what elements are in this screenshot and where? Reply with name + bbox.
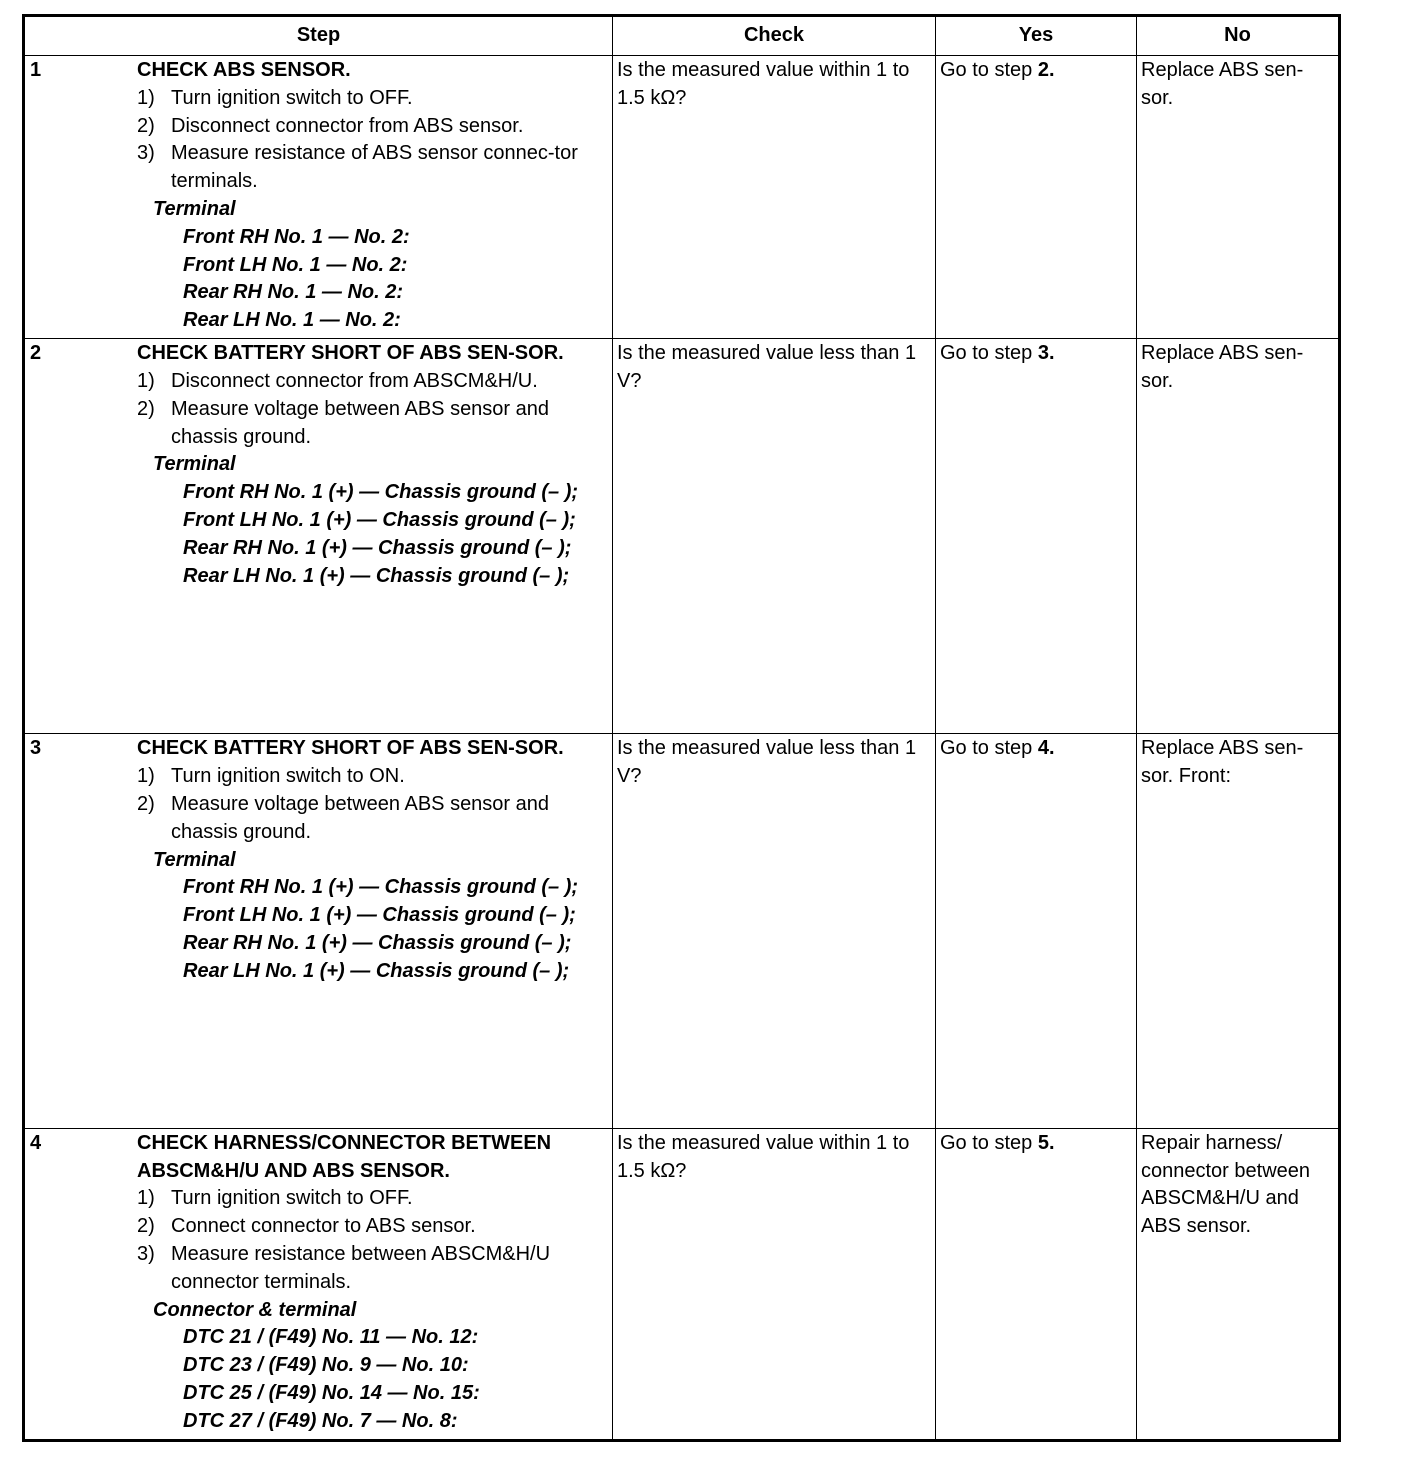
instruction-number: 2) — [137, 1215, 155, 1238]
instruction-text: Measure resistance between ABSCM&H/U connector terminals. — [171, 1242, 551, 1293]
header-step: Step — [24, 16, 613, 56]
instruction — [137, 396, 610, 452]
no-cell — [1137, 56, 1340, 339]
step-number: 1 — [30, 59, 42, 81]
step-number: 2 — [30, 342, 42, 365]
terminal-line: Rear RH No. 1 — No. 2: — [183, 281, 404, 304]
check-cell — [613, 56, 936, 339]
header-check: Check — [613, 16, 936, 56]
instruction-text: Measure voltage between ABS sensor and chassis ground. — [171, 397, 550, 448]
header-row — [24, 16, 1340, 56]
step-title: CHECK HARNESS/CONNECTOR BETWEEN ABSCM&H/U AND ABS SENSOR. — [137, 1131, 552, 1182]
terminal-line: Rear RH No. 1 (+) — Chassis ground (– ); — [183, 932, 572, 955]
instruction-number: 1) — [137, 765, 155, 788]
yes-step-ref: 5. — [1037, 1131, 1055, 1154]
instruction-number: 2) — [137, 114, 155, 137]
instruction-text: Turn ignition switch to ON. — [171, 765, 405, 788]
yes-cell — [936, 734, 1137, 1128]
instruction-text: Connect connector to ABS sensor. — [171, 1215, 476, 1238]
terminal-line: DTC 27 / (F49) No. 7 — No. 8: — [183, 1409, 458, 1432]
instruction — [137, 1213, 610, 1241]
step-cell — [24, 1128, 613, 1440]
no-text: Replace ABS sen-sor. — [1141, 59, 1304, 109]
check-cell — [613, 734, 936, 1128]
terminal-label: Connector & terminal — [153, 1298, 357, 1321]
diagnostic-table — [22, 14, 1341, 1442]
yes-prefix: Go to step — [940, 59, 1038, 81]
instruction — [137, 368, 610, 396]
check-text: Is the measured value less than 1 V? — [617, 737, 917, 788]
yes-cell — [936, 1128, 1137, 1440]
instruction-number: 2) — [137, 397, 155, 420]
yes-cell — [936, 56, 1137, 339]
instruction — [137, 113, 610, 141]
no-cell — [1137, 339, 1340, 734]
instruction — [137, 1185, 610, 1213]
step-cell — [24, 339, 613, 734]
instruction — [137, 140, 610, 196]
instruction-number: 1) — [137, 1187, 155, 1210]
no-cell — [1137, 734, 1340, 1128]
terminal-line: Front RH No. 1 (+) — Chassis ground (– ); — [183, 481, 579, 504]
yes-prefix: Go to step — [940, 1131, 1038, 1154]
terminal-label: Terminal — [153, 453, 236, 476]
terminal-line: Rear RH No. 1 (+) — Chassis ground (– ); — [183, 536, 572, 559]
yes-cell — [936, 339, 1137, 734]
terminal-line: DTC 23 / (F49) No. 9 — No. 10: — [183, 1354, 469, 1377]
no-text: Repair harness/ connector between ABSCM&H/U and ABS sensor. — [1141, 1131, 1311, 1238]
table-row — [24, 56, 1340, 339]
terminal-line: Rear LH No. 1 (+) — Chassis ground (– ); — [183, 959, 570, 982]
terminal-line: Rear LH No. 1 (+) — Chassis ground (– ); — [183, 564, 570, 587]
terminal-line: Front RH No. 1 (+) — Chassis ground (– ); — [183, 876, 579, 899]
check-cell — [613, 1128, 936, 1440]
terminal-line: Front LH No. 1 — No. 2: — [183, 253, 408, 276]
instruction-number: 3) — [137, 1242, 155, 1265]
terminal-label: Terminal — [153, 197, 236, 220]
terminal-line: Rear LH No. 1 — No. 2: — [183, 309, 401, 332]
yes-step-ref: 4. — [1037, 737, 1055, 760]
terminal-line: Front LH No. 1 (+) — Chassis ground (– ); — [183, 508, 576, 531]
terminal-label: Terminal — [153, 848, 236, 871]
terminal-line: Front LH No. 1 (+) — Chassis ground (– ); — [183, 904, 576, 927]
table-row — [24, 734, 1340, 1128]
yes-step-ref: 3. — [1037, 342, 1055, 365]
step-cell — [24, 56, 613, 339]
instruction-number: 1) — [137, 86, 155, 109]
check-text: Is the measured value within 1 to 1.5 kΩ? — [617, 59, 910, 109]
instruction — [137, 791, 610, 847]
instruction-text: Turn ignition switch to OFF. — [171, 1187, 413, 1210]
step-title: CHECK BATTERY SHORT OF ABS SEN-SOR. — [137, 737, 564, 760]
terminal-line: DTC 25 / (F49) No. 14 — No. 15: — [183, 1381, 480, 1404]
table-row — [24, 1128, 1340, 1440]
terminal-line: DTC 21 / (F49) No. 11 — No. 12: — [183, 1326, 479, 1349]
yes-step-ref: 2. — [1037, 59, 1055, 81]
instruction-text: Disconnect connector from ABSCM&H/U. — [171, 370, 538, 392]
table-row — [24, 339, 1340, 734]
terminal-line: Front RH No. 1 — No. 2: — [183, 225, 410, 248]
instruction-number: 1) — [137, 370, 155, 392]
instruction — [137, 85, 610, 113]
step-number: 3 — [30, 737, 42, 760]
yes-prefix: Go to step — [940, 737, 1038, 760]
check-cell — [613, 339, 936, 734]
no-text: Replace ABS sen-sor. Front: — [1141, 737, 1304, 788]
step-number: 4 — [30, 1131, 42, 1154]
instruction-number: 3) — [137, 142, 155, 165]
instruction-text: Disconnect connector from ABS sensor. — [171, 114, 524, 137]
instruction-number: 2) — [137, 793, 155, 816]
step-title: CHECK BATTERY SHORT OF ABS SEN-SOR. — [137, 342, 564, 365]
check-text: Is the measured value within 1 to 1.5 kΩ? — [617, 1131, 910, 1182]
header-no: No — [1137, 16, 1340, 56]
yes-prefix: Go to step — [940, 342, 1038, 365]
instruction — [137, 763, 610, 791]
step-title: CHECK ABS SENSOR. — [137, 59, 351, 81]
instruction-text: Measure resistance of ABS sensor connec-tor terminals. — [171, 142, 578, 193]
instruction — [137, 1241, 610, 1297]
header-yes: Yes — [936, 16, 1137, 56]
no-cell — [1137, 1128, 1340, 1440]
step-cell — [24, 734, 613, 1128]
no-text: Replace ABS sen-sor. — [1141, 342, 1304, 392]
check-text: Is the measured value less than 1 V? — [617, 342, 917, 392]
instruction-text: Turn ignition switch to OFF. — [171, 86, 413, 109]
instruction-text: Measure voltage between ABS sensor and chassis ground. — [171, 793, 550, 843]
